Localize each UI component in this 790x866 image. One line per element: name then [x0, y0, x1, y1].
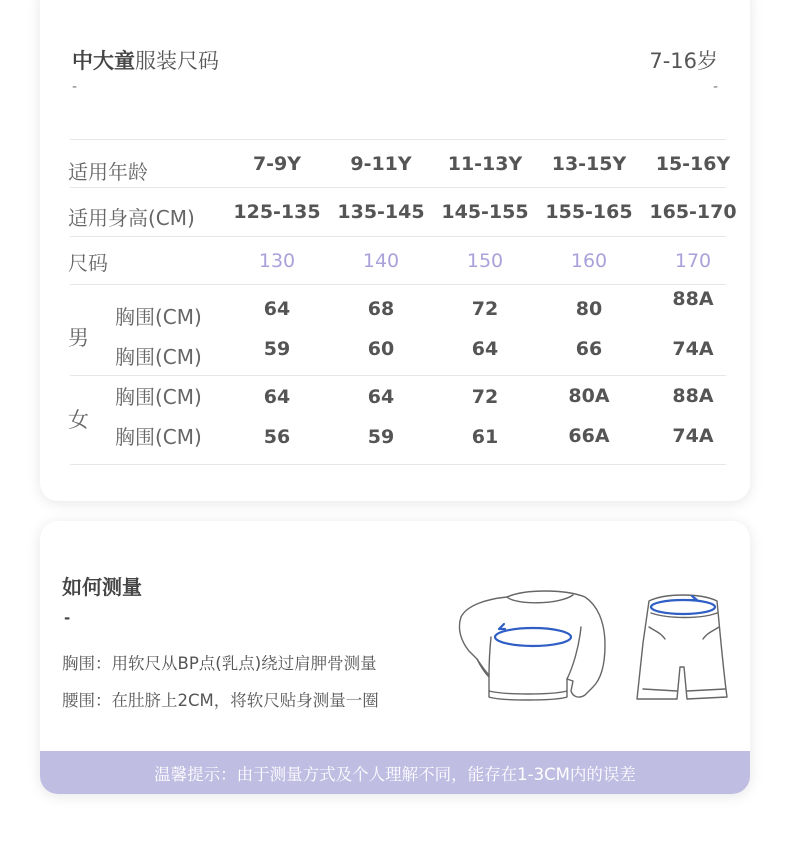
male-cell: 66 [575, 338, 603, 360]
female-cell: 64 [263, 386, 291, 408]
divider [70, 284, 726, 285]
male-cell: 72 [471, 298, 499, 320]
female-cell: 64 [367, 386, 395, 408]
height-cell: 155-165 [545, 201, 633, 223]
size-chart-card [40, 0, 750, 501]
male-cell: 59 [263, 338, 291, 360]
size-chart-title-rest: 服装尺码 [135, 49, 219, 73]
divider [70, 187, 726, 188]
male-label: 男 [68, 326, 89, 350]
male-cell: 64 [263, 298, 291, 320]
size-cell: 160 [570, 250, 608, 272]
size-row-label: 尺码 [68, 251, 108, 275]
female-cell: 74A [672, 425, 714, 447]
waist-measure-instruction: 腰围：在肚脐上2CM，将软尺贴身测量一圈 [62, 691, 379, 710]
height-cell: 165-170 [649, 201, 737, 223]
female-cell: 80A [568, 385, 610, 407]
size-chart-title-bold: 中大童 [72, 49, 135, 73]
age-cell: 9-11Y [350, 153, 412, 175]
female-row2-label: 胸围(CM) [115, 425, 202, 449]
how-to-measure-card [40, 521, 750, 794]
age-cell: 13-15Y [551, 153, 627, 175]
size-cell: 130 [258, 250, 296, 272]
female-cell: 61 [471, 426, 499, 448]
height-cell: 145-155 [441, 201, 529, 223]
height-cell: 125-135 [233, 201, 321, 223]
how-to-measure-dash: - [64, 609, 71, 627]
size-cell: 140 [362, 250, 400, 272]
female-row1-label: 胸围(CM) [115, 385, 202, 409]
female-cell: 66A [568, 425, 610, 447]
divider [70, 464, 726, 465]
female-label: 女 [68, 408, 89, 432]
title-dash: - [72, 79, 78, 95]
divider [70, 139, 726, 140]
male-row1-label: 胸围(CM) [115, 305, 202, 329]
male-cell: 68 [367, 298, 395, 320]
age-cell: 15-16Y [655, 153, 731, 175]
height-cell: 135-145 [337, 201, 425, 223]
age-cell: 11-13Y [447, 153, 523, 175]
age-range: 7-16岁 [649, 49, 718, 73]
size-cell: 170 [674, 250, 712, 272]
male-cell: 60 [367, 338, 395, 360]
male-cell: 80 [575, 298, 603, 320]
size-chart-title [72, 45, 219, 75]
age-cell: 7-9Y [252, 153, 302, 175]
female-cell: 56 [263, 426, 291, 448]
measure-illustrations [455, 587, 745, 707]
age-range-dash: - [712, 79, 718, 95]
female-cell: 59 [367, 426, 395, 448]
shorts-waist-measure-icon [637, 595, 727, 699]
waist-tape-icon [651, 596, 715, 614]
chest-tape-icon [495, 624, 571, 646]
tip-bar [40, 751, 750, 794]
chest-measure-instruction: 胸围：用软尺从BP点(乳点)绕过肩胛骨测量 [62, 654, 377, 673]
divider [70, 375, 726, 376]
male-row2-label: 胸围(CM) [115, 345, 202, 369]
male-cell: 64 [471, 338, 499, 360]
male-cell: 74A [672, 338, 714, 360]
divider [70, 236, 726, 237]
male-cell: 88A [672, 288, 714, 310]
size-cell: 150 [466, 250, 504, 272]
female-cell: 72 [471, 386, 499, 408]
how-to-measure-title: 如何测量 [62, 575, 142, 599]
height-row-label: 适用身高(CM) [68, 206, 195, 230]
age-row-label: 适用年龄 [68, 160, 148, 184]
tip-text: 温馨提示：由于测量方式及个人理解不同，能存在1-3CM内的误差 [154, 764, 636, 784]
female-cell: 88A [672, 385, 714, 407]
